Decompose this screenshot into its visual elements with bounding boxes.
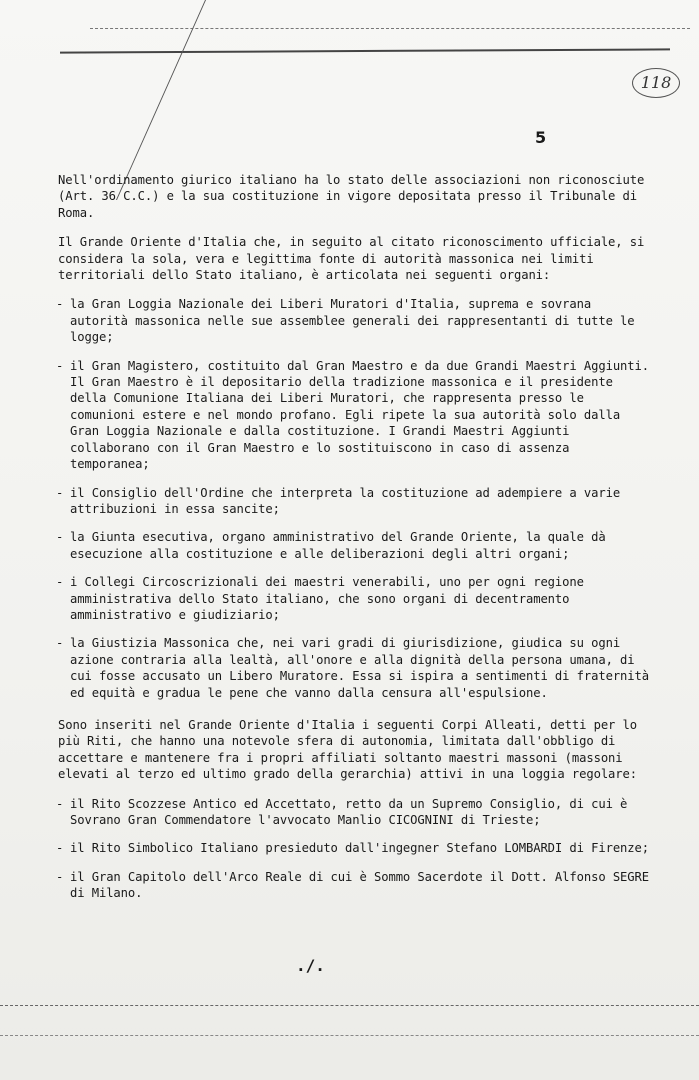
scan-edge-bottom-2 [0,1035,699,1036]
list-item: - la Giustizia Massonica che, nei vari gradi di giurisdizione, giudica su ogni azione contraria alla lealtà, all'onore e alla dignità della persona umana, di cui fosse accusato un Libero Muratore. Essa si ispira a sentimenti di fraternità ed equità e gradua le pene che vanno dalla censura all'espulsione. [56,636,650,700]
list-item: - il Gran Magistero, costituito dal Gran Maestro e da due Grandi Maestri Aggiunti. Il Gran Maestro è il depositario della tradizione massonica e il presidente della Comunione Italiana dei Liberi Muratori, che rappresenta presso le comunioni estere e nel mondo profano. Egli ripete la sua autorità solo dalla Gran Loggia Nazionale e dalla costituzione. I Grandi Maestri Aggiunti collaborano con il Gran Maestro e lo sostituiscono in caso di assenza temporanea; [56,358,650,472]
list-item: - i Collegi Circoscrizionali dei maestri venerabili, uno per ogni regione amministrativa dello Stato italiano, che sono organi di decentramento amministrativo e giudiziario; [56,575,584,622]
continuation-mark: ./. [296,956,325,975]
list-item: - la Giunta esecutiva, organo amministrativo del Grande Oriente, la quale dà esecuzione alla costituzione e alle deliberazioni degli altri organi; [56,530,606,561]
archive-page-stamp: 118 [632,68,680,98]
paragraph-intro: Nell'ordinamento giurico italiano ha lo stato delle associazioni non riconosciute (Art. 36 C.C.) e la sua costituzione in vigore depositata presso il Tribunale di Roma. [58,173,645,220]
paragraph-riti-intro: Sono inseriti nel Grande Oriente d'Italia i seguenti Corpi Alleati, detti per lo più Riti, che hanno una notevole sfera di autonomia, limitata dall'obbligo di accettare e mantenere fra i propri affiliati soltanto maestri massoni (massoni elevati al terzo ed ultimo grado della gerarchia) attivi in una loggia regolare: [58,717,638,782]
riti-list [58,796,654,902]
list-item: - la Gran Loggia Nazionale dei Liberi Muratori d'Italia, suprema e sovrana autorità massonica nelle sue assemblee generali dei rappresentanti di tutte le logge; [56,297,635,345]
scan-edge-bottom [0,1005,699,1006]
paper-corner-fold [6,0,206,200]
list-item: - il Rito Scozzese Antico ed Accettato, retto da un Supremo Consiglio, di cui è Sovrano Gran Commendatore l'avvocato Manlio CICOGNINI di Trieste; [56,796,628,827]
list-item: - il Consiglio dell'Ordine che interpreta la costituzione ad adempiere a varie attribuzioni in essa sancite; [56,485,621,516]
organi-list [58,296,654,701]
list-item: - il Rito Simbolico Italiano presieduto dall'ingegner Stefano LOMBARDI di Firenze; [56,841,650,856]
page-number: 5 [535,128,547,147]
list-item: - il Gran Capitolo dell'Arco Reale di cui è Sommo Sacerdote il Dott. Alfonso SEGRE di Milano. [56,869,650,901]
paragraph-organi-intro: Il Grande Oriente d'Italia che, in seguito al citato riconoscimento ufficiale, si considera la sola, vera e legittima fonte di autorità massonica nei limiti territoriali dello Stato italiano, è articolata nei seguenti organi: [58,235,645,283]
document-body [58,172,654,914]
